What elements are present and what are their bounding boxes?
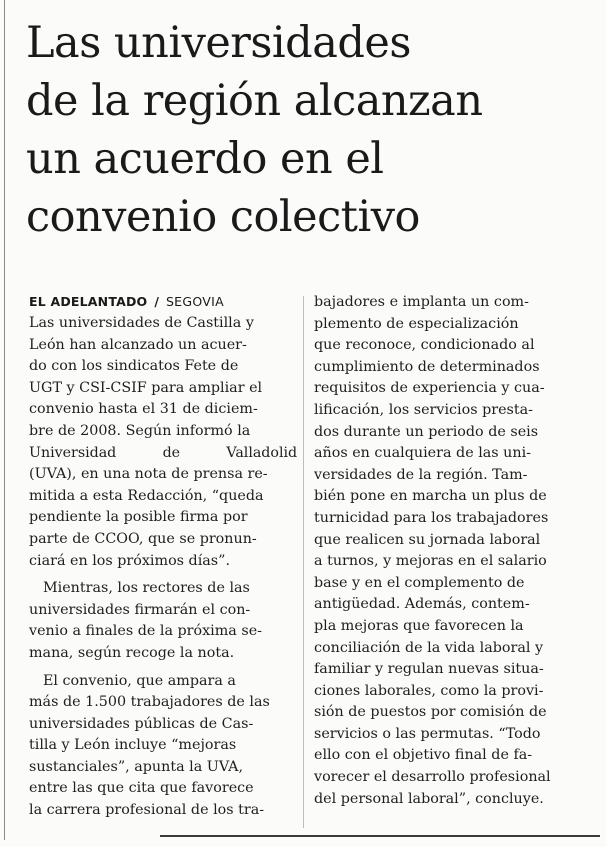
text-line: plemento de especialización <box>314 315 519 332</box>
text-line: requisitos de experiencia y cua- <box>314 380 545 397</box>
text-line: dos durante un periodo de seis <box>314 423 539 440</box>
text-line: años en cualquiera de las uni- <box>314 445 531 462</box>
text-line: pla mejoras que favorecen la <box>314 617 524 634</box>
paragraph-1 <box>29 313 297 572</box>
text-line: entre las que cita que favorece <box>29 780 254 797</box>
text-line: tilla y León incluye “mejoras <box>29 737 237 754</box>
text-line: del personal laboral”, concluye. <box>314 790 544 807</box>
text-line: bre de 2008. Según informó la <box>29 422 251 439</box>
text-line: mitida a esta Redacción, “queda <box>29 487 264 504</box>
text-line: pendiente la posible firma por <box>29 509 248 526</box>
text-line: más de 1.500 trabajadores de las <box>29 694 270 711</box>
text-line: ello con el objetivo final de fa- <box>314 747 533 764</box>
text-line: servicios o las permutas. “Todo <box>314 725 541 742</box>
paragraph-3 <box>29 671 297 822</box>
text-line: convenio hasta el 31 de diciem- <box>29 401 258 418</box>
text-line: la carrera profesional de los tra- <box>29 802 265 819</box>
article-column-left <box>29 313 297 822</box>
text-line: que realicen su jornada laboral <box>314 531 541 548</box>
text-line: antigüedad. Además, contem- <box>314 596 530 613</box>
text-line: versidades de la región. Tam- <box>314 466 528 483</box>
headline-line: un acuerdo en el <box>26 134 384 184</box>
text-line: ciará en los próximos días”. <box>29 552 230 569</box>
article-column-right <box>314 292 582 810</box>
column-divider <box>303 296 304 828</box>
text-line: mana, según recoge la nota. <box>29 644 235 661</box>
text-line: base y en el complemento de <box>314 574 525 591</box>
left-margin-rule <box>4 0 5 840</box>
bottom-rule <box>160 835 600 837</box>
text-line: León han alcanzado un acuer- <box>29 336 247 353</box>
text-line: universidades públicas de Cas- <box>29 715 254 732</box>
text-line: bién pone en marcha un plus de <box>314 488 547 505</box>
text-line: vorecer el desarrollo profesional <box>314 769 551 786</box>
byline <box>29 292 224 312</box>
headline <box>26 14 596 246</box>
text-line: do con los sindicatos Fete de <box>29 358 239 375</box>
byline-separator: / <box>154 294 159 309</box>
text-line: venio a finales de la próxima se- <box>29 623 263 640</box>
text-line: universidades firmarán el con- <box>29 601 251 618</box>
text-line: a turnos, y mejoras en el salario <box>314 553 547 570</box>
headline-line: convenio colectivo <box>26 192 420 242</box>
text-line: conciliación de la vida laboral y <box>314 639 544 656</box>
text-line: UGT y CSI-CSIF para ampliar el <box>29 379 263 396</box>
text-line: parte de CCOO, que se pronun- <box>29 530 257 547</box>
byline-location: SEGOVIA <box>165 294 224 309</box>
headline-line: Las universidades <box>26 18 411 68</box>
text-line: que reconoce, condicionado al <box>314 337 535 354</box>
text-line: lificación, los servicios presta- <box>314 401 533 418</box>
headline-line: de la región alcanzan <box>26 76 483 126</box>
text-line: (UVA), en una nota de prensa re- <box>29 466 268 483</box>
text-line: Las universidades de Castilla y <box>29 315 254 331</box>
text-line: familiar y regulan nuevas situa- <box>314 661 544 678</box>
byline-source: EL ADELANTADO <box>29 294 148 309</box>
text-line: turnicidad para los trabajadores <box>314 509 549 526</box>
text-line: sión de puestos por comisión de <box>314 704 547 721</box>
text-line: cumplimiento de determinados <box>314 358 540 375</box>
paragraph-2 <box>29 578 297 664</box>
text-line: sustanciales”, apunta la UVA, <box>29 758 244 775</box>
text-line: bajadores e implanta un com- <box>314 294 529 310</box>
text-line: Mientras, los rectores de las <box>43 580 250 597</box>
text-line: Universidad de Valladolid <box>29 444 298 461</box>
text-line: ciones laborales, como la provi- <box>314 682 544 699</box>
text-line: El convenio, que ampara a <box>43 672 236 689</box>
